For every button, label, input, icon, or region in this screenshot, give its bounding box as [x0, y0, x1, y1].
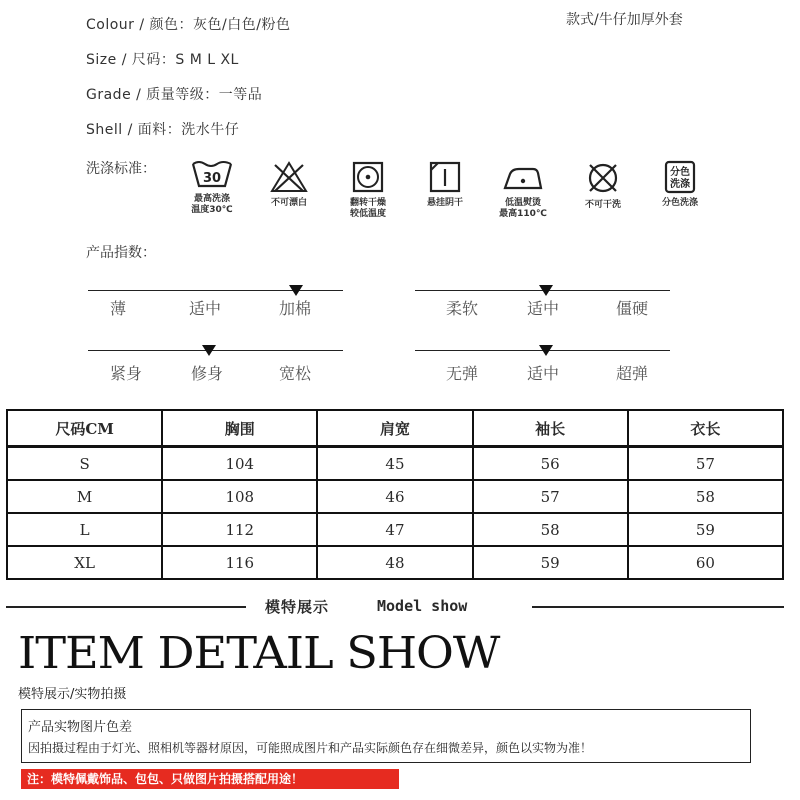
- table-cell: 47: [317, 513, 472, 546]
- table-cell: 116: [162, 546, 317, 579]
- care-title: 洗涤标准：: [86, 161, 156, 177]
- note-banner: 注：模特佩戴饰品、包包、只做图片拍摄搭配用途！: [21, 769, 399, 789]
- wash-30-icon: [190, 160, 234, 190]
- care-item-bleach: [254, 160, 324, 209]
- care-caption: 最高洗涤 温度30℃: [191, 194, 233, 215]
- scale-label: 薄: [110, 299, 127, 318]
- table-cell: 60: [628, 546, 783, 579]
- spec-colour: Colour / 颜色：灰色/白色/粉色: [86, 17, 291, 33]
- scale-label: 无弹: [446, 364, 479, 383]
- table-row: [7, 480, 783, 513]
- scale-label: 超弹: [616, 364, 649, 383]
- softness-marker: [539, 285, 553, 296]
- scale-label: 适中: [527, 299, 560, 318]
- scale-label: 僵硬: [616, 299, 649, 318]
- care-item-wash: [177, 160, 247, 216]
- thickness-marker: [289, 285, 303, 296]
- svg-text:分色: 分色: [670, 167, 690, 178]
- care-item-tumble: [333, 160, 403, 220]
- spec-grade: Grade / 质量等级：一等品: [86, 87, 263, 103]
- divider-left: [6, 606, 246, 608]
- table-header: 尺码CM: [7, 410, 162, 447]
- care-caption: 分色洗涤: [661, 198, 698, 208]
- table-header: 肩宽: [317, 410, 472, 447]
- no-bleach-icon: [269, 160, 309, 194]
- table-cell: 45: [317, 447, 472, 481]
- table-cell: L: [7, 513, 162, 546]
- fit-marker: [202, 345, 216, 356]
- scale-label: 宽松: [279, 364, 312, 383]
- table-header: 衣长: [628, 410, 783, 447]
- table-cell: 46: [317, 480, 472, 513]
- care-item-separate: [645, 160, 715, 209]
- scale-label: 适中: [189, 299, 222, 318]
- table-cell: 58: [473, 513, 628, 546]
- wash-separately-icon: [663, 160, 697, 194]
- model-label-cn: 模特展示: [265, 598, 330, 616]
- table-row: [7, 513, 783, 546]
- tumble-dry-low-icon: [351, 160, 385, 194]
- notice-title: 产品实物图片色差: [28, 720, 133, 735]
- table-cell: 57: [628, 447, 783, 481]
- divider-right: [532, 606, 784, 608]
- scale-label: 适中: [527, 364, 560, 383]
- model-label-en: Model show: [377, 597, 468, 615]
- spec-shell: Shell / 面料：洗水牛仔: [86, 122, 240, 138]
- care-caption: 翻转干燥 较低温度: [349, 198, 386, 219]
- table-row: [7, 546, 783, 579]
- care-caption: 不可漂白: [270, 198, 307, 208]
- table-cell: 59: [628, 513, 783, 546]
- table-cell: M: [7, 480, 162, 513]
- table-cell: XL: [7, 546, 162, 579]
- size-table: [6, 409, 784, 580]
- scale-line: [88, 290, 343, 291]
- svg-text:洗涤: 洗涤: [670, 179, 690, 190]
- iron-low-icon: [501, 160, 545, 194]
- scale-label: 修身: [191, 364, 224, 383]
- care-caption: 低温熨烫 最高110℃: [499, 198, 547, 219]
- svg-text:30: 30: [202, 171, 222, 186]
- table-cell: 48: [317, 546, 472, 579]
- table-cell: 112: [162, 513, 317, 546]
- table-header-row: [7, 410, 783, 447]
- detail-title: ITEM DETAIL SHOW: [18, 628, 500, 679]
- table-cell: 104: [162, 447, 317, 481]
- care-item-iron: [488, 160, 558, 220]
- table-cell: 56: [473, 447, 628, 481]
- scale-label: 柔软: [446, 299, 479, 318]
- care-caption: 悬挂阴干: [426, 198, 463, 208]
- table-header: 袖长: [473, 410, 628, 447]
- table-header: 胸围: [162, 410, 317, 447]
- scale-label: 加棉: [279, 299, 312, 318]
- line-dry-icon: [428, 160, 462, 194]
- table-cell: S: [7, 447, 162, 481]
- table-cell: 58: [628, 480, 783, 513]
- color-notice-box: [21, 709, 751, 763]
- care-item-linedry: [410, 160, 480, 209]
- table-cell: 108: [162, 480, 317, 513]
- care-caption: 不可干洗: [584, 200, 621, 210]
- spec-size: Size / 尺码：S M L XL: [86, 52, 239, 68]
- elasticity-marker: [539, 345, 553, 356]
- no-dry-clean-icon: [585, 160, 621, 196]
- care-item-dryclean: [568, 160, 638, 211]
- scale-label: 紧身: [110, 364, 143, 383]
- detail-subtitle: 模特展示/实物拍摄: [18, 687, 127, 702]
- table-row: [7, 447, 783, 481]
- notice-text: 因拍摄过程由于灯光、照相机等器材原因，可能照成图片和产品实际颜色存在细微差异，颜色以实物为准！: [28, 741, 593, 755]
- table-cell: 59: [473, 546, 628, 579]
- table-cell: 57: [473, 480, 628, 513]
- spec-style: 款式/牛仔加厚外套: [566, 12, 683, 28]
- index-title: 产品指数：: [86, 245, 156, 261]
